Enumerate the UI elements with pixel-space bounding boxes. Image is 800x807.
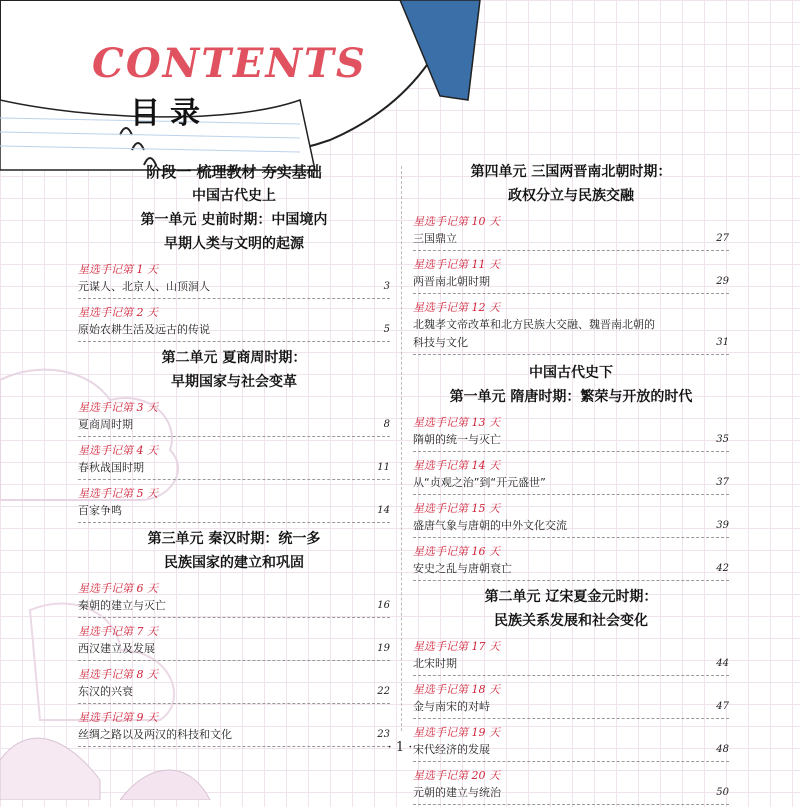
entry-label: 安史之乱与唐朝衰亡 [413, 562, 512, 575]
day-label: 星选手记第 8 天 [78, 668, 158, 681]
entry-label: 三国鼎立 [413, 232, 457, 245]
entry-label: 北宋时期 [413, 657, 457, 670]
day-label: 星选手记第 14 天 [413, 459, 500, 472]
toc-entry[interactable] [78, 416, 390, 437]
toc-entry[interactable] [413, 655, 729, 676]
toc-entry[interactable] [413, 431, 729, 452]
unit-heading-line2: 早期国家与社会变革 [171, 374, 297, 390]
unit-heading-line2: 民族关系发展和社会变化 [494, 613, 648, 629]
toc-left-column [78, 160, 390, 749]
entry-label: 元谋人、北京人、山顶洞人 [78, 280, 210, 293]
entry-page: 37 [716, 477, 729, 488]
unit-heading: 第二单元 辽宋夏金元时期： [484, 589, 658, 605]
entry-page: 50 [716, 787, 729, 798]
day-label: 星选手记第 16 天 [413, 545, 500, 558]
unit-heading-line2: 政权分立与民族交融 [508, 188, 634, 204]
entry-page: 35 [716, 434, 729, 445]
entry-page: 11 [377, 462, 390, 473]
entry-label: 秦朝的建立与灭亡 [78, 599, 166, 612]
day-label: 星选手记第 13 天 [413, 416, 500, 429]
stage-title: 阶段一 梳理教材 夯实基础 [146, 163, 322, 181]
entry-page: 47 [716, 701, 729, 712]
toc-entry[interactable] [78, 683, 390, 704]
entry-page: 29 [716, 276, 729, 287]
day-label: 星选手记第 7 天 [78, 625, 158, 638]
entry-label: 科技与文化 [413, 336, 468, 349]
day-label: 星选手记第 11 天 [413, 258, 500, 271]
unit-heading-line2: 民族国家的建立和巩固 [164, 555, 304, 571]
day-label: 星选手记第 18 天 [413, 683, 500, 696]
day-label: 星选手记第 15 天 [413, 502, 500, 515]
toc-right-column [413, 160, 729, 807]
entry-label: 东汉的兴衰 [78, 685, 133, 698]
entry-page: 44 [716, 658, 729, 669]
entry-page: 42 [716, 563, 729, 574]
day-label: 星选手记第 17 天 [413, 640, 500, 653]
toc-entry[interactable] [78, 597, 390, 618]
toc-entry[interactable] [413, 474, 729, 495]
day-label: 星选手记第 19 天 [413, 726, 500, 739]
entry-label: 元朝的建立与统治 [413, 786, 501, 799]
toc-entry[interactable] [413, 784, 729, 805]
column-divider [401, 166, 402, 731]
entry-label: 丝绸之路以及两汉的科技和文化 [78, 728, 232, 741]
unit-heading-line2: 早期人类与文明的起源 [164, 236, 304, 252]
toc-entry[interactable] [78, 640, 390, 661]
entry-label: 两晋南北朝时期 [413, 275, 490, 288]
entry-page: 23 [377, 729, 390, 740]
entry-label: 宋代经济的发展 [413, 743, 490, 756]
entry-label: 盛唐气象与唐朝的中外文化交流 [413, 519, 567, 532]
day-label: 星选手记第 2 天 [78, 306, 158, 319]
toc-entry[interactable] [413, 230, 729, 251]
entry-label: 原始农耕生活及远古的传说 [78, 323, 210, 336]
entry-page: 31 [716, 337, 729, 348]
entry-label: 西汉建立及发展 [78, 642, 155, 655]
entry-label: 百家争鸣 [78, 504, 122, 517]
toc-entry[interactable] [413, 560, 729, 581]
unit-heading: 第一单元 隋唐时期：繁荣与开放的时代 [449, 389, 693, 405]
contents-title: CONTENTS [92, 40, 367, 87]
entry-page: 39 [716, 520, 729, 531]
day-label: 星选手记第 6 天 [78, 582, 158, 595]
entry-page: 16 [377, 600, 390, 611]
day-label: 星选手记第 3 天 [78, 401, 158, 414]
toc-entry[interactable] [78, 502, 390, 523]
entry-label: 从“贞观之治”到“开元盛世” [413, 476, 546, 489]
section-title: 中国古代史下 [529, 365, 613, 381]
day-label: 星选手记第 4 天 [78, 444, 158, 457]
unit-heading: 第三单元 秦汉时期：统一多 [147, 531, 321, 547]
entry-label: 隋朝的统一与灭亡 [413, 433, 501, 446]
section-title: 中国古代史上 [192, 188, 276, 204]
entry-page: 27 [716, 233, 729, 244]
entry-page: 22 [377, 686, 390, 697]
entry-label: 夏商周时期 [78, 418, 133, 431]
toc-entry[interactable] [78, 278, 390, 299]
entry-page: 19 [377, 643, 390, 654]
toc-entry[interactable] [78, 321, 390, 342]
toc-entry[interactable] [413, 273, 729, 294]
entry-page: 8 [383, 419, 390, 430]
day-label: 星选手记第 12 天 [413, 301, 500, 314]
toc-entry[interactable] [413, 698, 729, 719]
unit-heading: 第四单元 三国两晋南北朝时期： [470, 164, 672, 180]
day-label: 星选手记第 5 天 [78, 487, 158, 500]
entry-page: 48 [716, 744, 729, 755]
unit-heading: 第二单元 夏商周时期： [161, 350, 307, 366]
contents-subtitle: 目录 [130, 96, 210, 131]
entry-page: 3 [383, 281, 390, 292]
entry-label-line1: 北魏孝文帝改革和北方民族大交融、魏晋南北朝的 [413, 318, 655, 331]
day-label: 星选手记第 1 天 [78, 263, 158, 276]
unit-heading: 第一单元 史前时期：中国境内 [140, 212, 328, 228]
day-label: 星选手记第 20 天 [413, 769, 500, 782]
toc-entry[interactable] [413, 316, 729, 355]
day-label: 星选手记第 10 天 [413, 215, 500, 228]
entry-label: 金与南宋的对峙 [413, 700, 490, 713]
entry-page: 14 [377, 505, 390, 516]
toc-entry[interactable] [413, 517, 729, 538]
entry-label: 春秋战国时期 [78, 461, 144, 474]
toc-entry[interactable] [78, 459, 390, 480]
day-label: 星选手记第 9 天 [78, 711, 158, 724]
page-number: · 1 · [387, 740, 413, 755]
entry-page: 5 [383, 324, 390, 335]
